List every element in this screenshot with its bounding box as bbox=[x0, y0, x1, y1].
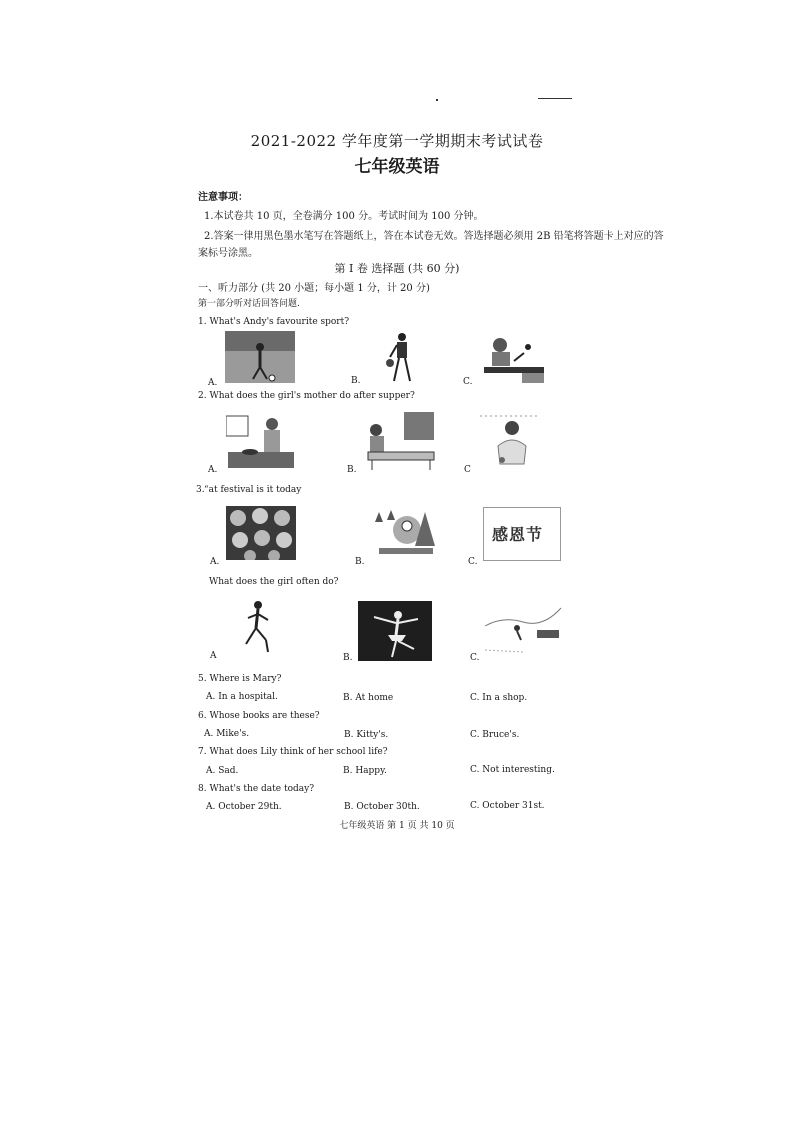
notice-heading: 注意事项： bbox=[198, 192, 248, 203]
q2-picture-c-relaxing bbox=[480, 414, 542, 472]
q2-picture-b-washing-dishes bbox=[364, 412, 436, 472]
q4-picture-a-running bbox=[238, 600, 274, 656]
q1-option-a[interactable]: A. bbox=[208, 378, 218, 388]
q7-option-a[interactable]: A. Sad. bbox=[206, 766, 239, 776]
question-4: What does the girl often do? bbox=[209, 577, 339, 587]
q7-option-c[interactable]: C. Not interesting. bbox=[470, 765, 555, 775]
q2-option-b[interactable]: B. bbox=[347, 465, 357, 475]
q2-picture-a-cooking bbox=[226, 412, 296, 472]
exam-title: 2021-2022 学年度第一学期期末考试试卷 bbox=[250, 132, 544, 150]
q3-picture-c-thanksgiving bbox=[483, 507, 561, 561]
question-2: 2. What does the girl's mother do after supper? bbox=[198, 391, 415, 401]
q4-picture-c-swimming bbox=[483, 602, 563, 658]
question-7: 7. What does Lily think of her school life? bbox=[198, 747, 388, 757]
q3-c-picture-text: 感恩节 bbox=[492, 525, 544, 544]
scan-line bbox=[538, 98, 572, 99]
q1-option-b[interactable]: B. bbox=[351, 376, 361, 386]
page-footer: 七年级英语 第 1 页 共 10 页 bbox=[339, 821, 455, 831]
scan-mark bbox=[436, 99, 438, 101]
q3-option-a[interactable]: A. bbox=[210, 557, 220, 567]
q4-option-a[interactable]: A bbox=[210, 651, 217, 661]
q5-option-c[interactable]: C. In a shop. bbox=[470, 693, 528, 703]
question-1: 1. What's Andy's favourite sport? bbox=[198, 317, 350, 327]
q1-picture-c-table-tennis bbox=[478, 333, 546, 385]
notice-item-2-line1: 2.答案一律用黑色墨水笔写在答题纸上，答在本试卷无效。答选择题必须用 2B 铅笔将答题卡上对应的答 bbox=[204, 231, 664, 242]
q4-picture-b-dancing bbox=[358, 601, 432, 661]
sub-heading: 第一部分听对话回答问题. bbox=[198, 299, 300, 309]
q1-picture-a-football bbox=[225, 331, 295, 383]
q6-option-b[interactable]: B. Kitty's. bbox=[344, 730, 389, 740]
question-3: “at festival is it today bbox=[204, 485, 302, 495]
q6-option-a[interactable]: A. Mike's. bbox=[204, 729, 250, 739]
q5-option-a[interactable]: A. In a hospital. bbox=[206, 692, 278, 702]
q4-option-c[interactable]: C. bbox=[470, 653, 480, 663]
section-title: 第 I 卷 选择题 (共 60 分) bbox=[334, 262, 460, 275]
q2-option-a[interactable]: A. bbox=[208, 465, 218, 475]
q1-option-c[interactable]: C. bbox=[463, 377, 473, 387]
question-5: 5. Where is Mary? bbox=[198, 674, 282, 684]
q3-picture-a-halloween bbox=[226, 506, 296, 560]
q2-option-c[interactable]: C bbox=[464, 465, 471, 475]
q3-option-b[interactable]: B. bbox=[355, 557, 365, 567]
question-3-number: 3. bbox=[196, 485, 205, 495]
question-6: 6. Whose books are these? bbox=[198, 711, 320, 721]
q6-option-c[interactable]: C. Bruce's. bbox=[470, 730, 520, 740]
notice-item-2-line2: 案标号涂黑。 bbox=[198, 248, 258, 259]
part-heading: 一、听力部分 (共 20 小题；每小题 1 分，计 20 分) bbox=[198, 283, 430, 294]
question-8: 8. What's the date today? bbox=[198, 784, 315, 794]
q3-picture-b-christmas bbox=[371, 506, 441, 560]
q8-option-b[interactable]: B. October 30th. bbox=[344, 802, 420, 812]
exam-subtitle: 七年级英语 bbox=[354, 157, 440, 177]
q8-option-c[interactable]: C. October 31st. bbox=[470, 801, 545, 811]
q5-option-b[interactable]: B. At home bbox=[343, 693, 394, 703]
q1-picture-b-basketball bbox=[378, 331, 423, 385]
q8-option-a[interactable]: A. October 29th. bbox=[206, 802, 282, 812]
q3-option-c[interactable]: C. bbox=[468, 557, 478, 567]
q7-option-b[interactable]: B. Happy. bbox=[343, 766, 387, 776]
q4-option-b[interactable]: B. bbox=[343, 653, 353, 663]
notice-item-1: 1.本试卷共 10 页，全卷满分 100 分。考试时间为 100 分钟。 bbox=[204, 211, 484, 222]
